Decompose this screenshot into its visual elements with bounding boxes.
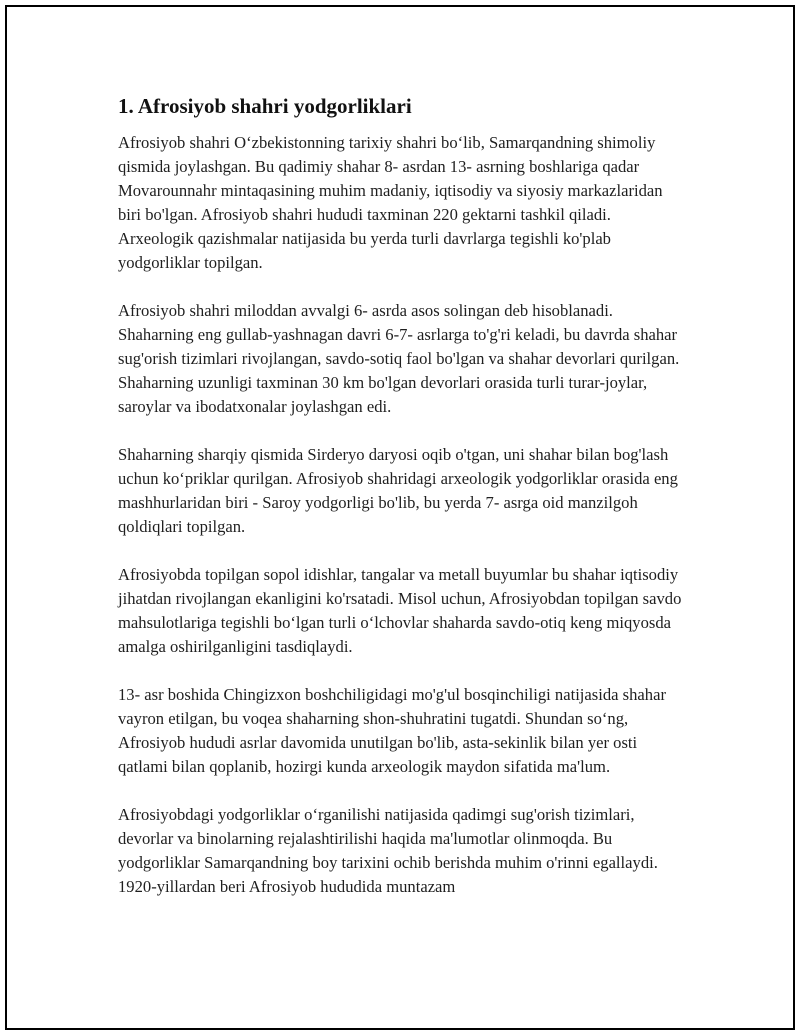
paragraph-2: Afrosiyob shahri miloddan avvalgi 6- asrda asos solingan deb hisoblanadi. Shaharning eng gullab-yashnagan davri 6-7- asrlarga to'g'ri keladi, bu davrda shahar sug'orish tizimlari rivojlangan, savdo-sotiq faol bo'lgan va shahar devorlari qurilgan. Shaharning uzunligi taxminan 30 km bo'lgan devorlari orasida turli turar-joylar, saroylar va ibodatxonalar joylashgan edi. (118, 301, 680, 416)
paragraph-5: 13- asr boshida Chingizxon boshchiligidagi mo'g'ul bosqinchiligi natijasida shahar vayron etilgan, bu voqea shaharning shon-shuhratini tugatdi. Shundan so‘ng, Afrosiyob hududi asrlar davomida unutilgan bo'lib, asta-sekinlik bilan yer osti qatlami bilan qoplanib, hozirgi kunda arxeologik maydon sifatida ma'lum. (118, 685, 666, 776)
section-heading: 1. Afrosiyob shahri yodgorliklari (118, 94, 412, 118)
paragraph-1: Afrosiyob shahri O‘zbekistonning tarixiy shahri bo‘lib, Samarqandning shimoliy qismida joylashgan. Bu qadimiy shahar 8- asrdan 13- asrning boshlariga qadar Movarounnahr mintaqasining muhim madaniy, iqtisodiy va siyosiy markazlaridan biri bo'lgan. Afrosiyob shahri hududi taxminan 220 gektarni tashkil qiladi. Arxeologik qazishmalar natijasida bu yerda turli davrlarga tegishli ko'plab yodgorliklar topilgan. (118, 133, 663, 272)
document-body (112, 93, 687, 923)
paragraph-3: Shaharning sharqiy qismida Sirderyo daryosi oqib o'tgan, uni shahar bilan bog'lash uchun ko‘priklar qurilgan. Afrosiyob shahridagi arxeologik yodgorliklar orasida eng mashhurlaridan biri - Saroy yodgorligi bo'lib, bu yerda 7- asrga oid manzilgoh qoldiqlari topilgan. (118, 445, 678, 536)
paragraph-6: Afrosiyobdagi yodgorliklar o‘rganilishi natijasida qadimgi sug'orish tizimlari, devorlar va binolarning rejalashtirilishi haqida ma'lumotlar olinmoqda. Bu yodgorliklar Samarqandning boy tarixini ochib berishda muhim o'rinni egallaydi. 1920-yillardan beri Afrosiyob hududida muntazam (118, 805, 658, 896)
paragraph-4: Afrosiyobda topilgan sopol idishlar, tangalar va metall buyumlar bu shahar iqtisodiy jihatdan rivojlangan ekanligini ko'rsatadi. Misol uchun, Afrosiyobdan topilgan savdo mahsulotlariga tegishli bo‘lgan turli o‘lchovlar shaharda savdo-otiq keng miqyosda amalga oshirilganligini tasdiqlaydi. (118, 565, 682, 656)
